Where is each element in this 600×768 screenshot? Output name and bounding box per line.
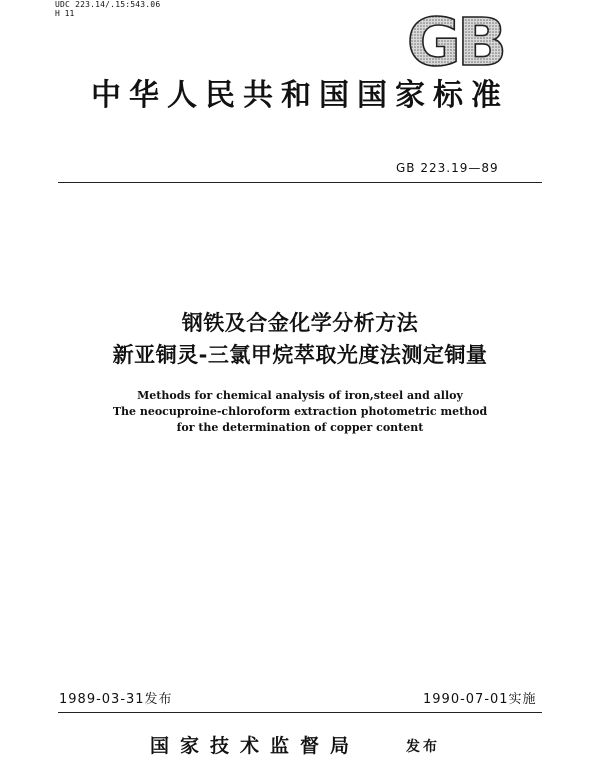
national-standard-heading: 中华人民共和国国家标准 <box>91 78 509 113</box>
h-code: H 11 <box>55 9 75 18</box>
top-divider <box>58 182 542 183</box>
effective-date: 1990-07-01实施 <box>423 692 537 707</box>
english-title-line-1: Methods for chemical analysis of iron,steel and alloy <box>137 389 463 402</box>
issue-date: 1989-03-31发布 <box>59 692 173 707</box>
english-title-line-2: The neocuproine-chloroform extraction photometric method <box>112 405 488 418</box>
bottom-divider <box>58 712 542 713</box>
chinese-title-line-1: 钢铁及合金化学分析方法 <box>181 311 419 335</box>
standard-number: GB 223.19—89 <box>396 161 499 175</box>
chinese-title-line-2: 新亚铜灵-三氯甲烷萃取光度法测定铜量 <box>112 343 488 367</box>
english-title-line-3: for the determination of copper content <box>176 421 424 434</box>
publish-label: 发布 <box>406 739 440 755</box>
gb-logo <box>396 10 514 70</box>
gb-logo-text: GB <box>406 10 504 70</box>
publisher-name: 国家技术监督局 <box>150 735 361 757</box>
udc-code: UDC 223.14/.15:543.06 <box>55 0 161 9</box>
